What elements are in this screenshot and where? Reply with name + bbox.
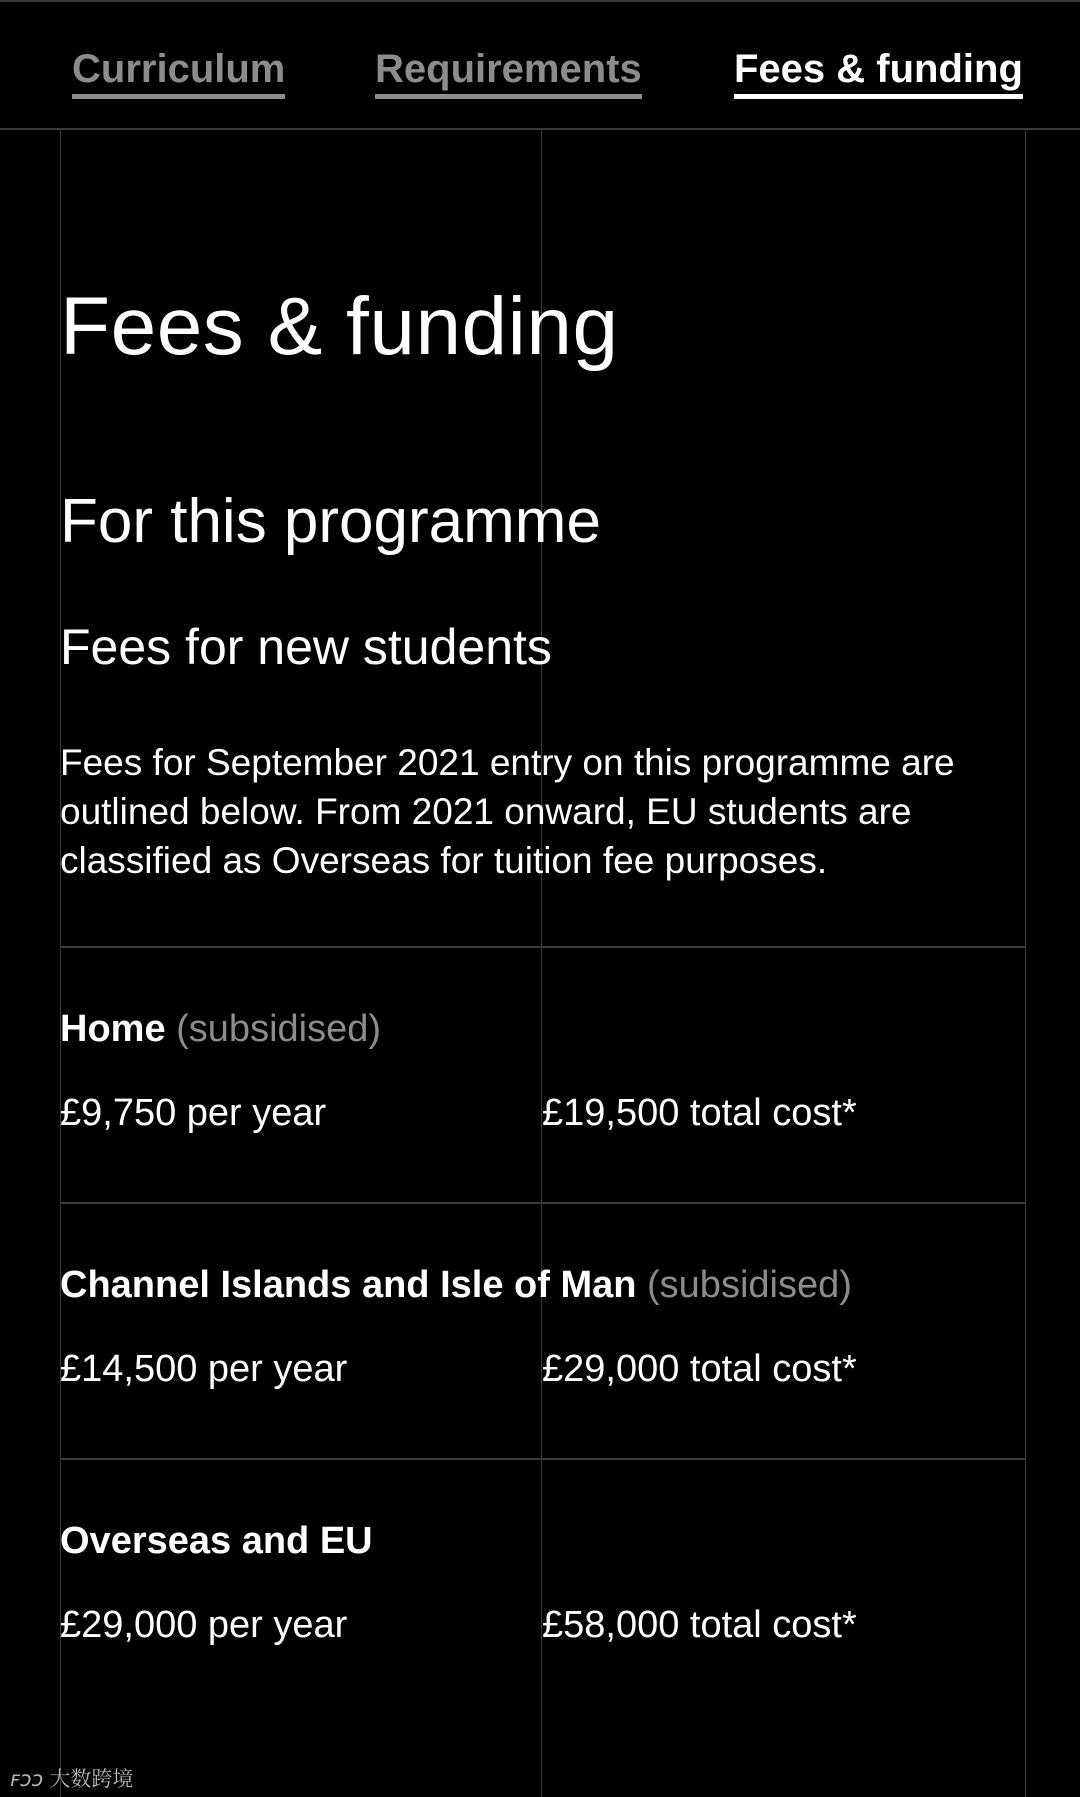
watermark [10, 1763, 133, 1793]
fee-row-channel-islands [60, 1202, 1026, 1460]
fee-category-name: Overseas and EU [60, 1520, 373, 1562]
fee-per-year: £14,500 per year [60, 1348, 348, 1390]
intro-text: Fees for September 2021 entry on this programme are outlined below. From 2021 onward, EU students are classified as Overseas for tuition fee purposes. [60, 742, 955, 881]
tab-fees-funding[interactable]: Fees & funding [734, 48, 1023, 99]
fee-row-overseas [60, 1458, 1026, 1716]
fee-category-qualifier: (subsidised) [647, 1264, 852, 1306]
fee-total-cost: £29,000 total cost* [542, 1348, 857, 1390]
fee-total-cost: £19,500 total cost* [542, 1092, 857, 1134]
fee-per-year: £9,750 per year [60, 1092, 327, 1134]
fee-category [60, 1008, 381, 1051]
fee-category-name: Home [60, 1008, 166, 1050]
tab-curriculum[interactable]: Curriculum [72, 48, 285, 99]
fee-total-cost: £58,000 total cost* [542, 1604, 857, 1646]
section-tabs [0, 0, 1080, 130]
watermark-text: 大数跨境 [49, 1768, 134, 1791]
section-title: For this programme [60, 487, 601, 556]
tab-requirements[interactable]: Requirements [375, 48, 642, 99]
fee-per-year: £29,000 per year [60, 1604, 348, 1646]
fee-category [60, 1264, 852, 1307]
watermark-logo-icon: ꜰɔɔ [10, 1767, 44, 1791]
fee-row-home [60, 946, 1026, 1204]
page-title: Fees & funding [60, 281, 619, 372]
fee-category [60, 1520, 373, 1563]
fee-category-name: Channel Islands and Isle of Man [60, 1264, 637, 1306]
subsection-title: Fees for new students [60, 619, 552, 675]
fee-category-qualifier: (subsidised) [176, 1008, 382, 1050]
